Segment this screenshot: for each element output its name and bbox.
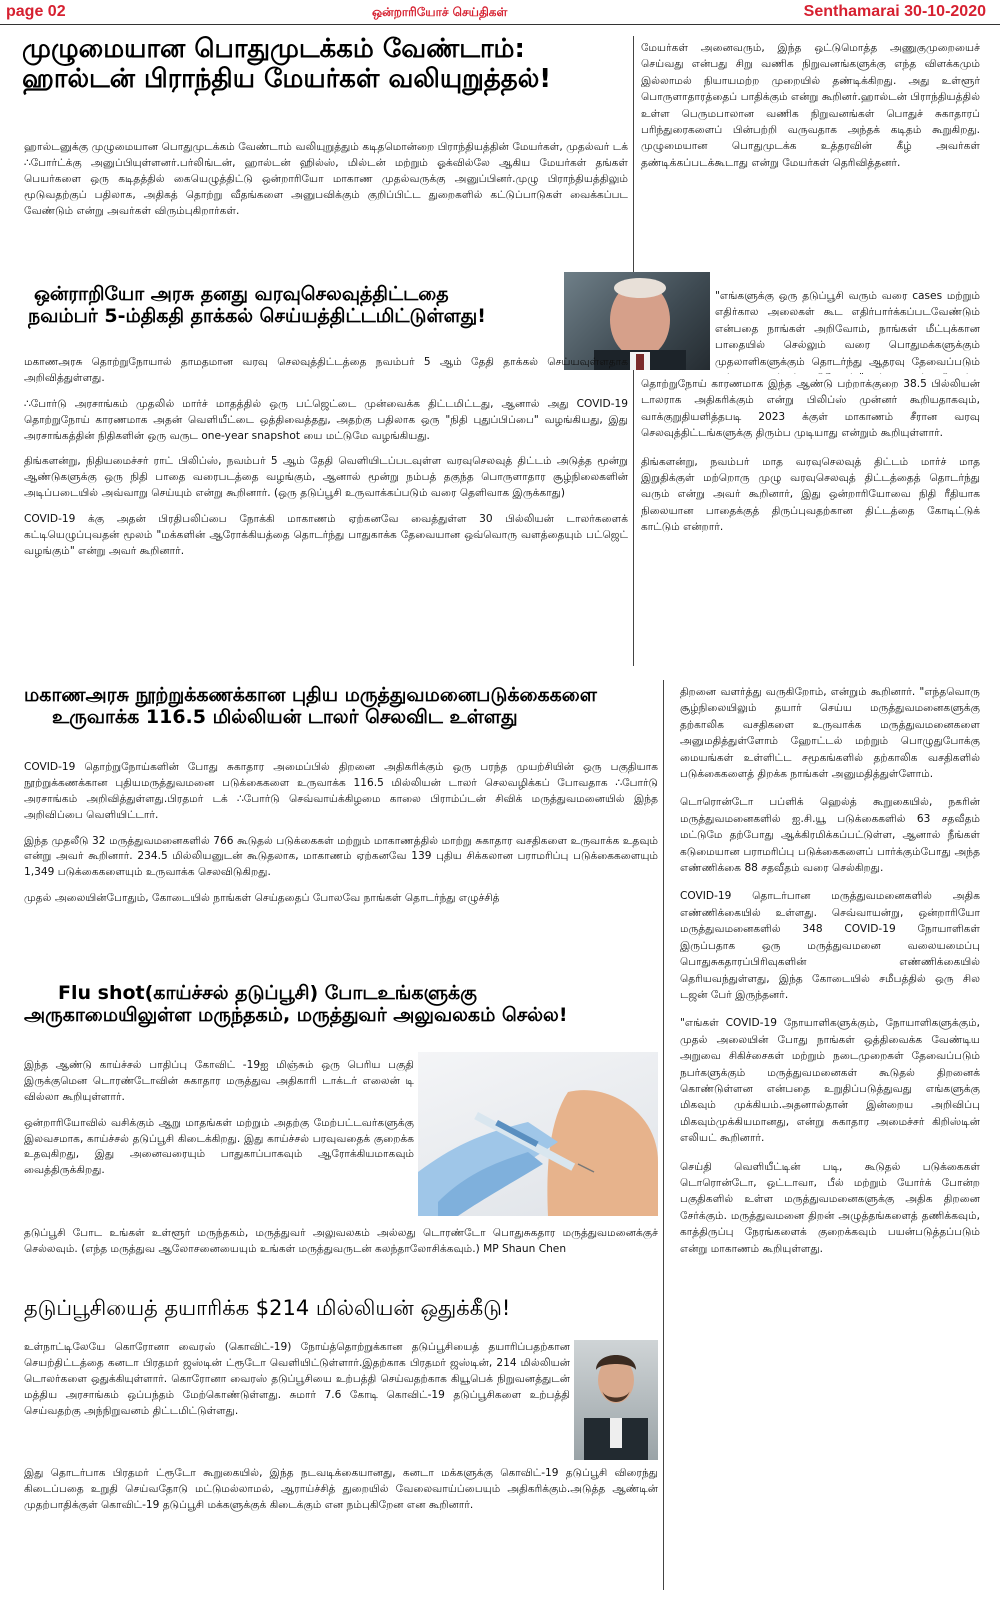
paper-name-date: Senthamarai 30-10-2020: [803, 3, 986, 20]
article-5-headline: தடுப்பூசியைத் தயாரிக்க $214 மில்லியன் ஒதுக்கீடு!: [24, 1296, 511, 1320]
page-number: page 02: [6, 3, 66, 20]
portrait-image: [574, 1340, 658, 1460]
section-title: ஒன்றாரியோச் செய்திகள்: [372, 5, 508, 19]
article-4-footer: தடுப்பூசி போட உங்கள் உள்ளூர் மருந்தகம், மருத்துவர் அலுவலகம் அல்லது டொரண்டோ பொதுசுகதார மருத்துவமனைக்குச் செல்லவும். (எந்த மருத்துவ ஆலோசனையையும் உங்கள் மருத்துவருடன் கலந்தாலோசிக்கவும்.) MP Shaun Chen: [24, 1227, 658, 1255]
page-header: [0, 0, 1000, 26]
vaccine-photo: [418, 1052, 658, 1216]
article-4-body: இந்த ஆண்டு காய்ச்சல் பாதிப்பு கோவிட் -19ஐ மிஞ்சும் ஒரு பெரிய பகுதி இருக்குமென டொரண்டோவின் சுகாதார மருத்துவ அதிகாரி டாக்டர் எலைன் டி வில்லா கூறியுள்ளார். ஒன்றாரியோவில் வசிக்கும் ஆறு மாதங்கள் மற்றும் அதற்கு மேற்பட்டவர்களுக்கு இலவசமாக, காய்ச்சல் தடுப்பூசி கிடைக்கிறது. இது காய்ச்சல் பரவுவதைக் குறைக்க உதவுகிறது, இது அனைவரையும் பாதுகாப்பாகவும் ஆரோக்கியமாகவும் வைத்திருக்கிறது.: [24, 1059, 414, 1177]
article-2-right-top: "எங்களுக்கு ஒரு தடுப்பூசி வரும் வரை cases மற்றும் எதிர்கால அலைகள் கூட எதிர்பார்க்கப்படவேண்டும் என்பதை நாங்கள் அறிவோம், நாங்கள் மீட்புக்கான பாதையில் செல்லும் வரை பொதுமக்களுக்கும் முதலாளிகளுக்கும் தொடர்ந்து ஆதரவு தேவைப்படும்: [715, 290, 980, 368]
article-5-body: உள்நாட்டிலேயே கொரோனா வைரஸ் (கொவிட்-19) நோய்த்தொற்றுக்கான தடுப்பூசியைத் தயாரிப்பதற்கான செயற்திட்டத்தை கனடா பிரதமர் ஜஸ்டின் ட்ரூடோ வெளியிட்டுள்ளார்.இதற்காக பிரதமர் ஜஸ்டின், 214 மில்லியன் டொலர்களை ஒதுக்கியுள்ளார். கொரோனா வைரஸ் தடுப்பூசியை உற்பத்தி செய்வதற்காக கியூபெக் நிறுவனத்துடன் மத்திய அரசாங்கம் ஒப்பந்தம் மேற்கொண்டுள்ளது. சுமார் 7.6 கோடி கொவிட்-19 தடுப்பூசிகளை உற்பத்தி செய்வதற்கு அந்நிறுவனம் திட்டமிட்டுள்ளது.: [24, 1341, 570, 1417]
article-2-body: மகாணஅரசு தொற்றுநோயால் தாமதமான வரவு செலவுத்திட்டத்தை நவம்பர் 5 ஆம் தேதி தாக்கல் செய்யவுள்ளதாக அறிவித்துள்ளது. ∴போர்டு அரசாங்கம் முதலில் மார்ச் மாதத்தில் ஒரு பட்ஜெட்டை முன்வைக்க திட்டமிட்டது, ஆனால் அது COVID-19 தொற்றுநோய் காரணமாக அதன் வெளியீட்டை ஒத்திவைத்தது, அதற்கு பதிலாக ஒரு "நிதி புதுப்பிப்பை" வழங்கியது, இது அரசாங்கத்தின் நிதிகளின் ஒரு வருட one-year snapshot யை மட்டுமே வழங்கியது. திங்களன்று, நிதியமைச்சர் ராட் பிலிப்ஸ், நவம்பர் 5 ஆம் தேதி வெளியிடப்படவுள்ள வரவுசெலவுத் திட்டம் அடுத்த மூன்று ஆண்டுகளுக்கு ஒரு நிதி பாதை வரைபடத்தை வழங்கும், ஆனால் மூன்று நம்பத் தகுந்த பொருளாதார சூழ்நிலைகளின் அடிப்படையில் அவ்வாறு செய்யும் என்று கூறினார். (ஒரு தடுப்பூசி உருவாக்கப்படும் வரை தெளிவாக இருக்காது) COVID-19 க்கு அதன் பிரதிபலிப்பை நோக்கி மாகாணம் ஏற்கனவே வைத்துள்ள 30 பில்லியன் டாலர்களைக் கட்டியெழுப்புவதன் மூலம் "மக்களின் ஆரோக்கியத்தை தொடர்ந்து பாதுகாக்க தேவையான ஒவ்வொரு வளத்தையும் பட்ஜெட் வழங்கும்" என்று அவர் கூறினார்.: [24, 356, 628, 557]
article-2-headline: ஒன்ராறியோ அரசு தனது வரவுசெலவுத்திட்டதை நவம்பர் 5-ம்திகதி தாக்கல் செய்யத்திட்டமிட்டுள்ளது!: [28, 283, 486, 328]
article-1-right-column: மேயர்கள் அனைவரும், இந்த ஒட்டுமொத்த அணுகுமுறையைச் செய்வது என்பது சிறு வணிக நிறுவனங்களுக்கு எந்த விளக்கமும் இல்லாமல் நியாயமற்ற முறையில் தண்டிக்கிறது. அது உள்ளூர் பொருளாதாரத்தைப் பாதிக்கும் என்று கூறினர்.ஹால்டன் பிராந்தியத்தில் உள்ள பெருமபாலான வணிக நிறுவனங்கள் பொதுச் சுகாதாரப் பரிந்துரைகளைப் பின்பற்றி வருவதாக அந்தக் கடிதம் கூறுகிறது. முழுமையான பொதுமுடக்க உத்தரவின் கீழ் அவர்கள் தண்டிக்கப்படக்கூடாது என்று மேயர்கள் தெரிவித்தனர்.: [641, 42, 980, 169]
column-divider: [663, 680, 664, 1590]
article-3-headline: மகாணஅரசு நூற்றுக்கணக்கான புதிய மருத்துவமனைபடுக்கைகளை உருவாக்க 116.5 மில்லியன் டாலர் செலவிட உள்ளது: [24, 684, 597, 729]
article-3-body: COVID-19 தொற்றுநோய்களின் போது சுகாதார அமைப்பில் திறனை அதிகரிக்கும் ஒரு பரந்த முயற்சியின் ஒரு பகுதியாக நூற்றுக்கணக்கான புதியமருத்துவமனை படுக்கைகளை உருவாக்க 116.5 மில்லியன் டாலர் செலவழிக்கப் போவதாக ∴போர்டு அரசாங்கம் அறிவித்துள்ளது.பிரதமர் டக் ∴போர்டு செவ்வாய்க்கிழமை காலை பிராம்ப்டன் சிவிக் மருத்துவமனையில் இந்த அறிவிப்பை வெளியிட்டார். இந்த முதலீடு 32 மருத்துவமனைகளில் 766 கூடுதல் படுக்கைகள் மற்றும் மாகாணத்தில் மாற்று சுகாதார வசதிகளை உருவாக்க உதவும் என்று அவர் கூறினார். 234.5 மில்லியனுடன் கூடுதலாக, மாகாணம் ஏற்கனவே 139 புதிய சிக்கலான பராமரிப்பு படுக்கைகளையும் 1,349 படுக்கைகளையும் உருவாக்க செலவிடுகிறது. முதல் அலையின்போதும், கோடையில் நாங்கள் செய்ததைப் போலவே நாங்கள் தொடர்ந்து எழுச்சித்: [24, 761, 658, 905]
article-1-body: ஹால்டனுக்கு முழுமையான பொதுமுடக்கம் வேண்டாம் வலியுறுத்தும் கடிதமொன்றை பிராந்தியத்தின் மேயர்கள், முதல்வர் டக் ∴போர்ட்க்கு அனுப்பியுள்ளனர்.பர்லிங்டன், ஹால்டன் ஹில்ஸ், மில்டன் மற்றும் ஓக்வில்லே ஆகிய மேயர்கள் தங்கள் பெயர்களை ஒரு கடிதத்தில் கையெழுத்திட்டு ஒன்றாரியோ மாகாண முதல்வருக்கு அனுப்பினர்.முழு பிராந்தியத்திலும் மூடுவதற்குப் பதிலாக, அதிகத் தொற்று வீதங்களை அனுபவிக்கும் குறிப்பிட்ட துறைகளில் கட்டுப்பாடுகள் வைக்கப்பட வேண்டும் என்று அவர்கள் விரும்புகிறார்கள்.: [24, 141, 628, 217]
article-5-body-2: இது தொடர்பாக பிரதமர் ட்ரூடோ கூறுகையில், இந்த நடவடிக்கையானது, கனடா மக்களுக்கு கொவிட்-19 தடுப்பூசி விரைந்து கிடைப்பதை உறுதி செய்வதோடு மட்டுமல்லாமல், ஆராய்ச்சித் துறையில் வேலைவாய்ப்பையும் அதிகரிக்கும்.அடுத்த ஆண்டின் முதற்பாதிக்குள் கொவிட்-19 தடுப்பூசி மக்களுக்குக் கிடைக்கும் என நம்புகிறேன என கூறினார்.: [24, 1467, 658, 1511]
article-1-headline: முழுமையான பொதுமுடக்கம் வேண்டாம்: ஹால்டன் பிராந்திய மேயர்கள் வலியுறுத்தல்!: [22, 34, 552, 95]
vaccine-image: [418, 1052, 658, 1216]
article-2-right-column: தொற்றுநோய் காரணமாக இந்த ஆண்டு பற்றாக்குறை 38.5 பில்லியன் டாலராக அதிகரிக்கும் என்று பிலிப்ஸ் முன்னர் கூறியதாகவும், வாக்குறுதியளித்தபடி 2023 க்குள் மாகாணம் சீரான வரவு செலவுத்திட்டங்களுக்கு திரும்ப முடியாது என்றும் கூறியுள்ளார். திங்களன்று, நவம்பர் மாத வரவுசெலவுத் திட்டம் மார்ச் மாத இறுதிக்குள் மற்றொரு முழு வரவுசெலவுத் திட்டத்தைத் தொடர்ந்து வரும் என்று அவர் கூறினார், இது ஒன்றாரியோவை நிதி ரீதியாக நிலையான பாதைக்குத் திருப்புவதற்கான திட்டத்தை கோடிட்டுக் காட்டும் என்றார்.: [641, 378, 980, 534]
article-3-right-column: திறனை வளர்த்து வருகிறோம், என்றும் கூறினார். "எந்தவொரு சூழ்நிலையிலும் தயார் செய்ய மருத்துவமனைகளுக்கு தற்காலிக வசதிகளை உருவாக்க மருத்துவமனைகளை அனுமதித்துள்ளோம் ஹோட்டல் மற்றும் பொழுதுபோக்கு மையங்கள் உள்ளிட்ட சமூகங்களில் தற்காலிக வசதிகளில் படுக்கைகளைத் திறக்க நாங்கள் அனுமதித்துள்ளோம். டொரொன்டோ பப்ளிக் ஹெல்த் கூறுகையில், நகரின் மருத்துவமனைகளில் ஐ.சி.யூ படுக்கைகளில் 63 சதவீதம் மட்டுமே தற்போது ஆக்கிரமிக்கப்பட்டுள்ள, ஆனால் நீங்கள் கடுமையான பராமரிப்பு படுக்கைகளைப் பார்க்கும்போது அந்த எண்ணிக்கை 88 சதவீதம் வரை செல்கிறது. COVID-19 தொடர்பான மருத்துவமனைகளில் அதிக எண்ணிக்கையில் உள்ளது. செவ்வாயன்று, ஒன்றாரியோ மருத்துவமனைகளில் 348 COVID-19 நோயாளிகள் இருப்பதாக ஒரு மருத்துவமனை வலையமைப்பு பொதுசுகதாரப்பிரிவுகளின் எண்ணிக்கையில் தெரியவந்துள்ளது, இந்த கோடையில் சமீபத்தில் ஒரு சில டஜன் பேர் இருந்தனர். "எங்கள் COVID-19 நோயாளிகளுக்கும், நோயாளிகளுக்கும், முதல் அலையின் போது நாங்கள் ஒத்திவைக்க வேண்டிய அறுவை சிகிச்சைகள் மற்றும் நடைமுறைகள் தேவைப்படும் நபர்களுக்கும் மருத்துவமனைகள் கூடுதல் திறனைக் கொண்டுள்ளன என்பதை உறுதிப்படுத்துவது எங்களுக்கு மிகவும் முக்கியம்.அதனால்தான் இன்றைய அறிவிப்பு மிகவும்முக்கியமானது, என்று சுகாதார அமைச்சர் கிறிஸ்டின் எலியட் கூறினார். செய்தி வெளியீட்டின் படி, கூடுதல் படுக்கைகள் டொரொன்டோ, ஒட்டாவா, பீல் மற்றும் யோர்க் போன்ற பகுதிகளில் உள்ள மருத்துவமனைகளுக்கு அதிக திறனை சேர்க்கும். மருத்துவமனை திறன் அழுத்தங்களைத் தணிக்கவும், காத்திருப்பு நேரங்களைக் குறைக்கவும் பயன்படுத்தப்படும் என்று மாகாணம் கூறியுள்ளது.: [680, 686, 980, 1255]
trudeau-photo: [574, 1340, 658, 1460]
article-4-headline: Flu shot(காய்ச்சல் தடுப்பூசி) போடஉங்களுக்கு அருகாமையிலுள்ள மருந்தகம், மருத்துவர் அலுவலகம் செல்ல!: [24, 982, 568, 1027]
header-rule: [0, 24, 1000, 25]
